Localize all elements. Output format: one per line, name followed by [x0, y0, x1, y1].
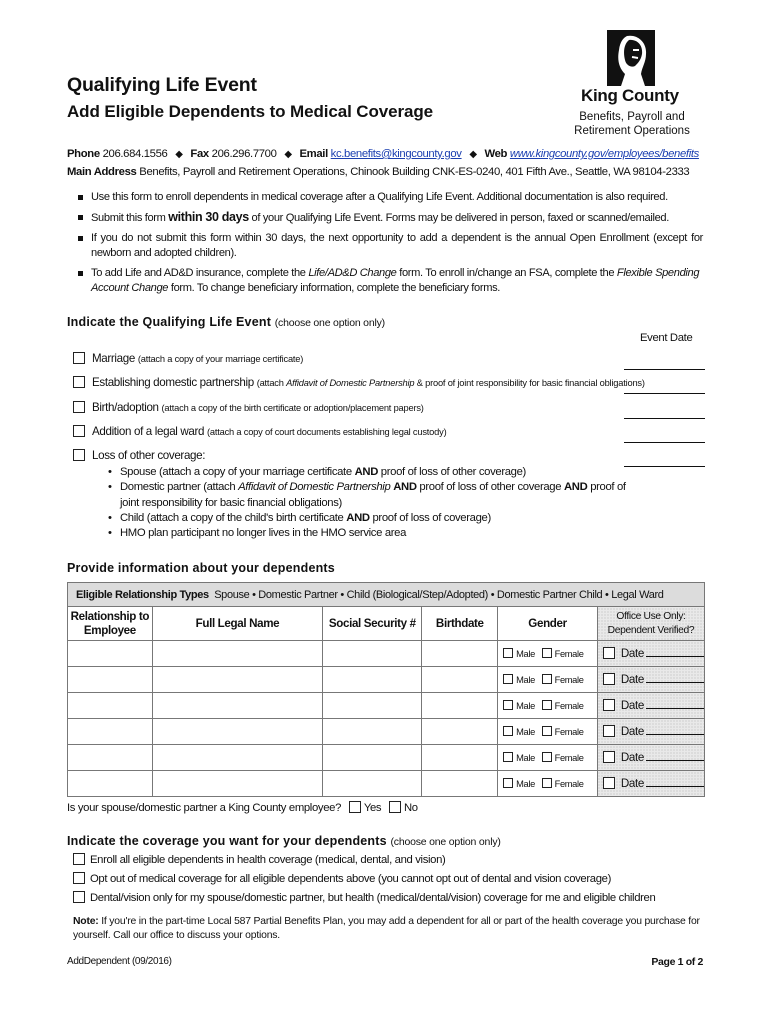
date-label: Date [620, 699, 644, 712]
date-field[interactable] [646, 656, 704, 657]
office-verify-cell [597, 693, 704, 719]
birthdate-cell[interactable] [422, 771, 498, 797]
loss-item-spouse [106, 465, 626, 480]
loss-text: Child (attach a copy of the child's birth certificate [120, 511, 347, 524]
yes-label: Yes [363, 802, 382, 814]
option-label: Loss of other coverage: [92, 449, 206, 462]
ssn-cell[interactable] [323, 745, 422, 771]
dependents-section-heading: Provide information about your dependents [67, 561, 335, 575]
instruction-item [78, 210, 703, 226]
date-label: Date [620, 725, 644, 738]
date-field[interactable] [646, 708, 704, 709]
col-relationship [68, 607, 153, 641]
table-row [68, 641, 705, 667]
col-label: Relationship to [70, 609, 150, 623]
instruction-text: If you do not submit this form within 30 days, the next opportunity to add a dependent is the annual Open Enrollment (except for newborn and adopted children). [91, 232, 703, 259]
verified-checkbox[interactable] [603, 699, 615, 711]
male-checkbox[interactable] [503, 778, 513, 788]
coverage-option-opt-out-medical[interactable] [73, 872, 611, 885]
event-option-domestic-partnership[interactable] [73, 376, 645, 389]
female-checkbox[interactable] [542, 752, 552, 762]
enroll-all-checkbox[interactable] [73, 853, 85, 865]
instruction-text: To add Life and AD&D insurance, complete the [91, 267, 309, 279]
option-note: (attach a copy of the birth certificate or adoption/placement papers) [161, 403, 424, 413]
instruction-item [78, 231, 703, 261]
and-emphasis: AND [354, 466, 379, 478]
gender-cell [498, 719, 598, 745]
marriage-checkbox[interactable] [73, 352, 85, 364]
date-field[interactable] [646, 786, 704, 787]
female-label: Female [554, 675, 584, 685]
eligible-types-row [68, 583, 705, 607]
phone-number: 206.684.1556 [102, 148, 168, 160]
office-verify-cell [597, 771, 704, 797]
part-time-note [73, 915, 713, 943]
deadline-emphasis: within 30 days [168, 210, 249, 224]
verified-checkbox[interactable] [603, 673, 615, 685]
note-label: Note: [73, 916, 99, 927]
event-date-label: Event Date [640, 332, 693, 344]
office-verify-cell [597, 745, 704, 771]
loss-text: proof of loss of coverage) [369, 511, 491, 524]
name-cell[interactable] [152, 745, 322, 771]
date-field[interactable] [646, 734, 704, 735]
loss-text: HMO plan participant no longer lives in the HMO service area [120, 527, 407, 540]
table-row [68, 693, 705, 719]
mlk-portrait-icon [607, 30, 655, 86]
female-label: Female [554, 649, 584, 659]
birthdate-cell[interactable] [422, 667, 498, 693]
coverage-option-enroll-all[interactable] [73, 853, 445, 866]
loss-text: proof of loss of other coverage [416, 481, 564, 494]
birthdate-cell[interactable] [422, 641, 498, 667]
address-text: Benefits, Payroll and Retirement Operations, Chinook Building CNK-ES-0240, 401 Fifth Ave., Seattle, WA 98104-2333 [139, 166, 690, 178]
office-verify-cell [597, 641, 704, 667]
instruction-item [78, 190, 703, 205]
name-cell[interactable] [152, 693, 322, 719]
spouse-employee-question [67, 801, 418, 814]
female-label: Female [554, 753, 584, 763]
loss-text: Domestic partner (attach [120, 481, 239, 494]
relationship-cell[interactable] [68, 771, 153, 797]
logo-name: King County [581, 86, 679, 105]
col-label: Dependent Verified? [607, 624, 695, 636]
female-checkbox[interactable] [542, 648, 552, 658]
option-label: Establishing domestic partnership [92, 376, 254, 389]
coverage-option-dental-vision-only[interactable] [73, 891, 655, 904]
birth-adoption-checkbox[interactable] [73, 401, 85, 413]
name-cell[interactable] [152, 641, 322, 667]
phone-label: Phone [67, 148, 100, 160]
male-checkbox[interactable] [503, 752, 513, 762]
form-name: Life/AD&D Change [308, 267, 397, 279]
web-label: Web [484, 148, 508, 160]
loss-of-coverage-checkbox[interactable] [73, 449, 85, 461]
loss-text: Spouse (attach a copy of your marriage certificate [120, 466, 355, 478]
and-emphasis: AND [563, 481, 588, 494]
table-row [68, 667, 705, 693]
option-note: (attach a copy of court documents establishing legal custody) [207, 427, 447, 437]
diamond-separator-icon: ◆ [469, 149, 477, 160]
opt-out-medical-checkbox[interactable] [73, 872, 85, 884]
female-label: Female [554, 727, 584, 737]
date-field[interactable] [646, 760, 704, 761]
ssn-cell[interactable] [323, 667, 422, 693]
gender-cell [498, 641, 598, 667]
male-label: Male [516, 701, 535, 711]
office-verify-cell [597, 667, 704, 693]
loss-of-coverage-date-field[interactable] [624, 466, 705, 467]
male-label: Male [516, 779, 535, 789]
instruction-text: Submit this form [91, 212, 169, 224]
domestic-partnership-date-field[interactable] [624, 393, 705, 394]
and-emphasis: AND [393, 481, 417, 494]
name-cell[interactable] [152, 667, 322, 693]
ssn-cell[interactable] [323, 693, 422, 719]
female-checkbox[interactable] [542, 700, 552, 710]
male-checkbox[interactable] [503, 648, 513, 658]
contact-line [67, 148, 699, 160]
table-row [68, 771, 705, 797]
king-county-logo-icon [607, 30, 655, 86]
relationship-cell[interactable] [68, 667, 153, 693]
dental-vision-only-checkbox[interactable] [73, 891, 85, 903]
coverage-section-heading [67, 834, 501, 848]
gender-cell [498, 667, 598, 693]
instruction-text: form. To enroll in/change an FSA, complete the [396, 267, 617, 279]
form-name: Flexible Spending Account Change [91, 267, 700, 294]
option-note-form: Affidavit of Domestic Partnership [286, 378, 415, 388]
female-label: Female [554, 779, 584, 789]
verified-checkbox[interactable] [603, 751, 615, 763]
form-subtitle: Add Eligible Dependents to Medical Coverage [67, 102, 433, 121]
relationship-cell[interactable] [68, 693, 153, 719]
no-checkbox[interactable] [389, 801, 401, 813]
gender-cell [498, 771, 598, 797]
diamond-separator-icon: ◆ [175, 149, 183, 160]
instructions-list [78, 190, 703, 301]
instruction-item [78, 266, 703, 296]
date-label: Date [620, 647, 644, 660]
main-address [67, 166, 689, 178]
domestic-partnership-checkbox[interactable] [73, 376, 85, 388]
option-label: Birth/adoption [92, 401, 159, 414]
web-link[interactable]: www.kingcounty.gov/employees/benefits [509, 148, 699, 160]
loss-item-child [106, 511, 626, 526]
male-checkbox[interactable] [503, 674, 513, 684]
email-link[interactable]: kc.benefits@kingcounty.gov [330, 148, 462, 160]
loss-of-coverage-list [106, 465, 626, 541]
loss-text: proof of loss of other coverage) [378, 466, 526, 478]
marriage-date-field[interactable] [624, 369, 705, 370]
eligible-types-list: Spouse • Domestic Partner • Child (Biological/Step/Adopted) • Domestic Partner Child • Legal Ward [214, 588, 664, 601]
option-note: & proof of joint responsibility for basic financial obligations) [414, 378, 645, 388]
col-label: Office Use Only: [616, 610, 686, 622]
and-emphasis: AND [346, 511, 370, 524]
ssn-cell[interactable] [323, 641, 422, 667]
diamond-separator-icon: ◆ [284, 149, 292, 160]
address-label: Main Address [67, 166, 137, 178]
loss-text: proof of joint responsibility for basic financial obligations) [120, 481, 626, 509]
event-option-marriage[interactable] [73, 352, 303, 365]
verified-checkbox[interactable] [603, 647, 615, 659]
legal-ward-checkbox[interactable] [73, 425, 85, 437]
name-cell[interactable] [152, 771, 322, 797]
form-id: AddDependent (09/2016) [67, 956, 172, 967]
table-header-row [68, 607, 705, 641]
col-birthdate: Birthdate [422, 607, 498, 641]
note-text: If you're in the part-time Local 587 Partial Benefits Plan, you may add a dependent for all or part of the health coverage you purchase for yourself. Call our office to discuss your options. [73, 916, 700, 941]
office-verify-cell [597, 719, 704, 745]
female-checkbox[interactable] [542, 674, 552, 684]
event-option-legal-ward[interactable] [73, 425, 446, 438]
verified-checkbox[interactable] [603, 777, 615, 789]
date-field[interactable] [646, 682, 704, 683]
instruction-text: of your Qualifying Life Event. Forms may be delivered in person, faxed or scanned/emailed. [248, 212, 669, 224]
male-label: Male [516, 675, 535, 685]
relationship-cell[interactable] [68, 641, 153, 667]
coverage-heading-note: (choose one option only) [390, 836, 501, 848]
coverage-heading-text: Indicate the coverage you want for your dependents [67, 834, 387, 848]
option-label: Enroll all eligible dependents in health coverage (medical, dental, and vision) [90, 854, 446, 866]
option-label: Dental/vision only for my spouse/domestic partner, but health (medical/dental/vision) coverage for me and eligible children [90, 892, 656, 904]
date-label: Date [620, 751, 644, 764]
no-label: No [404, 802, 418, 814]
male-label: Male [516, 753, 535, 763]
option-label: Marriage [92, 352, 135, 365]
col-label: Employee [83, 623, 136, 637]
form-title: Qualifying Life Event [67, 74, 257, 96]
table-row [68, 719, 705, 745]
eligible-types-label: Eligible Relationship Types [76, 588, 209, 601]
birthdate-cell[interactable] [422, 693, 498, 719]
dependents-table [67, 582, 705, 797]
date-label: Date [620, 673, 644, 686]
event-heading-note: (choose one option only) [274, 317, 385, 329]
fax-number: 206.296.7700 [211, 148, 277, 160]
email-label: Email [299, 148, 328, 160]
option-note: (attach a copy of your marriage certificate) [137, 354, 304, 364]
male-checkbox[interactable] [503, 726, 513, 736]
relationship-cell[interactable] [68, 745, 153, 771]
loss-item-domestic-partner [106, 480, 626, 511]
question-text: Is your spouse/domestic partner a King County employee? [67, 802, 342, 814]
gender-cell [498, 693, 598, 719]
option-note: (attach [256, 378, 287, 388]
option-label: Addition of a legal ward [92, 425, 205, 438]
male-checkbox[interactable] [503, 700, 513, 710]
event-option-birth-adoption[interactable] [73, 401, 424, 414]
fax-label: Fax [190, 148, 209, 160]
logo-sub-line-2: Retirement Operations [574, 125, 690, 137]
birth-adoption-date-field[interactable] [624, 418, 705, 419]
col-office-use [597, 607, 704, 641]
event-section-heading [67, 315, 385, 329]
verified-checkbox[interactable] [603, 725, 615, 737]
name-cell[interactable] [152, 719, 322, 745]
event-heading-text: Indicate the Qualifying Life Event [67, 315, 272, 329]
legal-ward-date-field[interactable] [624, 442, 705, 443]
col-full-name: Full Legal Name [152, 607, 322, 641]
option-label: Opt out of medical coverage for all eligible dependents above (you cannot opt out of dental and vision coverage) [90, 873, 611, 885]
birthdate-cell[interactable] [422, 719, 498, 745]
female-checkbox[interactable] [542, 778, 552, 788]
logo-department [562, 110, 702, 138]
col-gender: Gender [498, 607, 598, 641]
relationship-cell[interactable] [68, 719, 153, 745]
loss-item-hmo [106, 526, 626, 541]
gender-cell [498, 745, 598, 771]
male-label: Male [516, 727, 535, 737]
birthdate-cell[interactable] [422, 745, 498, 771]
yes-checkbox[interactable] [349, 801, 361, 813]
instruction-text: form. To change beneficiary information, complete the beneficiary forms. [168, 282, 501, 294]
loss-form-name: Affidavit of Domestic Partnership [238, 481, 391, 494]
table-row [68, 745, 705, 771]
date-label: Date [620, 777, 644, 790]
male-label: Male [516, 649, 535, 659]
logo-sub-line-1: Benefits, Payroll and [579, 111, 685, 123]
ssn-cell[interactable] [323, 719, 422, 745]
ssn-cell[interactable] [323, 771, 422, 797]
event-option-loss-of-coverage[interactable] [73, 449, 205, 462]
female-label: Female [554, 701, 584, 711]
page-number: Page 1 of 2 [651, 956, 703, 968]
female-checkbox[interactable] [542, 726, 552, 736]
col-ssn: Social Security # [323, 607, 422, 641]
instruction-text: Use this form to enroll dependents in medical coverage after a Qualifying Life Event. Additional documentation is also required. [91, 191, 668, 203]
